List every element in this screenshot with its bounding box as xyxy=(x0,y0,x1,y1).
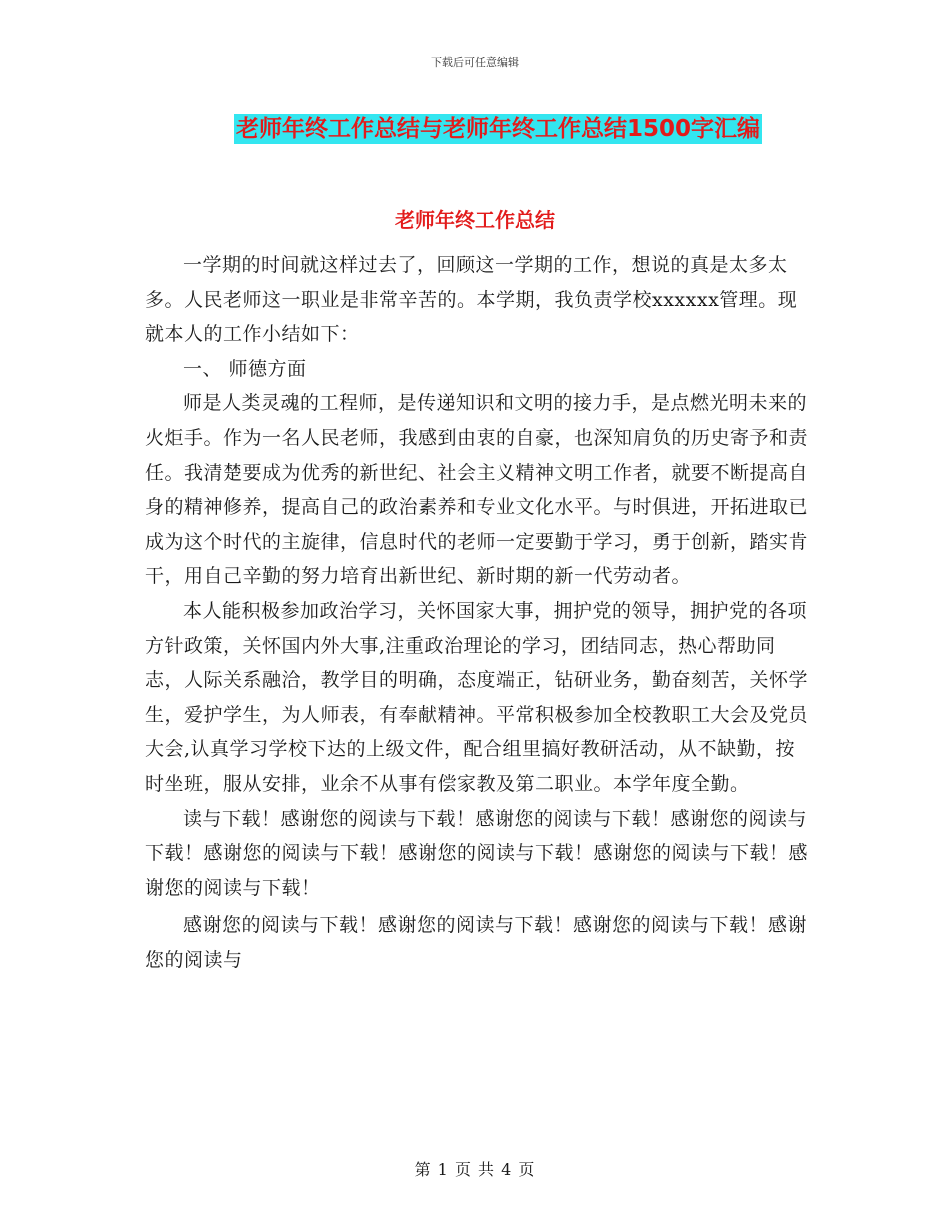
document-title-container xyxy=(0,114,950,144)
paragraph-intro: 一学期的时间就这样过去了，回顾这一学期的工作，想说的真是太多太多。人民老师这一职业是非常辛苦的。本学期，我负责学校xxxxxx管理。现就本人的工作小结如下： xyxy=(145,254,798,346)
paragraph-heading-ethics: 一、 师德方面 xyxy=(183,357,307,380)
paragraph-thanks-1: 读与下载！感谢您的阅读与下载！感谢您的阅读与下载！感谢您的阅读与下载！感谢您的阅读与下载！感谢您的阅读与下载！感谢您的阅读与下载！感谢您的阅读与下载！ xyxy=(145,807,809,899)
section-title: 老师年终工作总结 xyxy=(395,208,555,232)
document-body xyxy=(145,248,810,977)
paragraph-politics: 本人能积极参加政治学习，关怀国家大事，拥护党的领导，拥护党的各项方针政策，关怀国内外大事,注重政治理论的学习，团结同志，热心帮助同志，人际关系融洽，教学目的明确，态度端正，钻研业务，勤奋刻苦，关怀学生，爱护学生，为人师表，有奉献精神。平常积极参加全校教职工大会及党员大会,认真学习学校下达的上级文件，配合组里搞好教研活动，从不缺勤，按时坐班，服从安排，业余不从事有偿家教及第二职业。本学年度全勤。 xyxy=(145,599,809,795)
paragraph-ethics: 师是人类灵魂的工程师，是传递知识和文明的接力手，是点燃光明未来的火炬手。作为一名人民老师，我感到由衷的自豪，也深知肩负的历史寄予和责任。我清楚要成为优秀的新世纪、社会主义精神文明工作者，就要不断提高自身的精神修养，提高自己的政治素养和专业文化水平。与时俱进，开拓进取已成为这个时代的主旋律，信息时代的老师一定要勤于学习，勇于创新，踏实肯干，用自己辛勤的努力培育出新世纪、新时期的新一代劳动者。 xyxy=(145,392,809,588)
page-indicator: 第 1 页 共 4 页 xyxy=(414,1160,536,1179)
document-title: 老师年终工作总结与老师年终工作总结1500字汇编 xyxy=(235,116,760,142)
header-note: 下载后可任意编辑 xyxy=(431,56,519,69)
paragraph-thanks-2: 感谢您的阅读与下载！感谢您的阅读与下载！感谢您的阅读与下载！感谢您的阅读与 xyxy=(145,914,808,971)
